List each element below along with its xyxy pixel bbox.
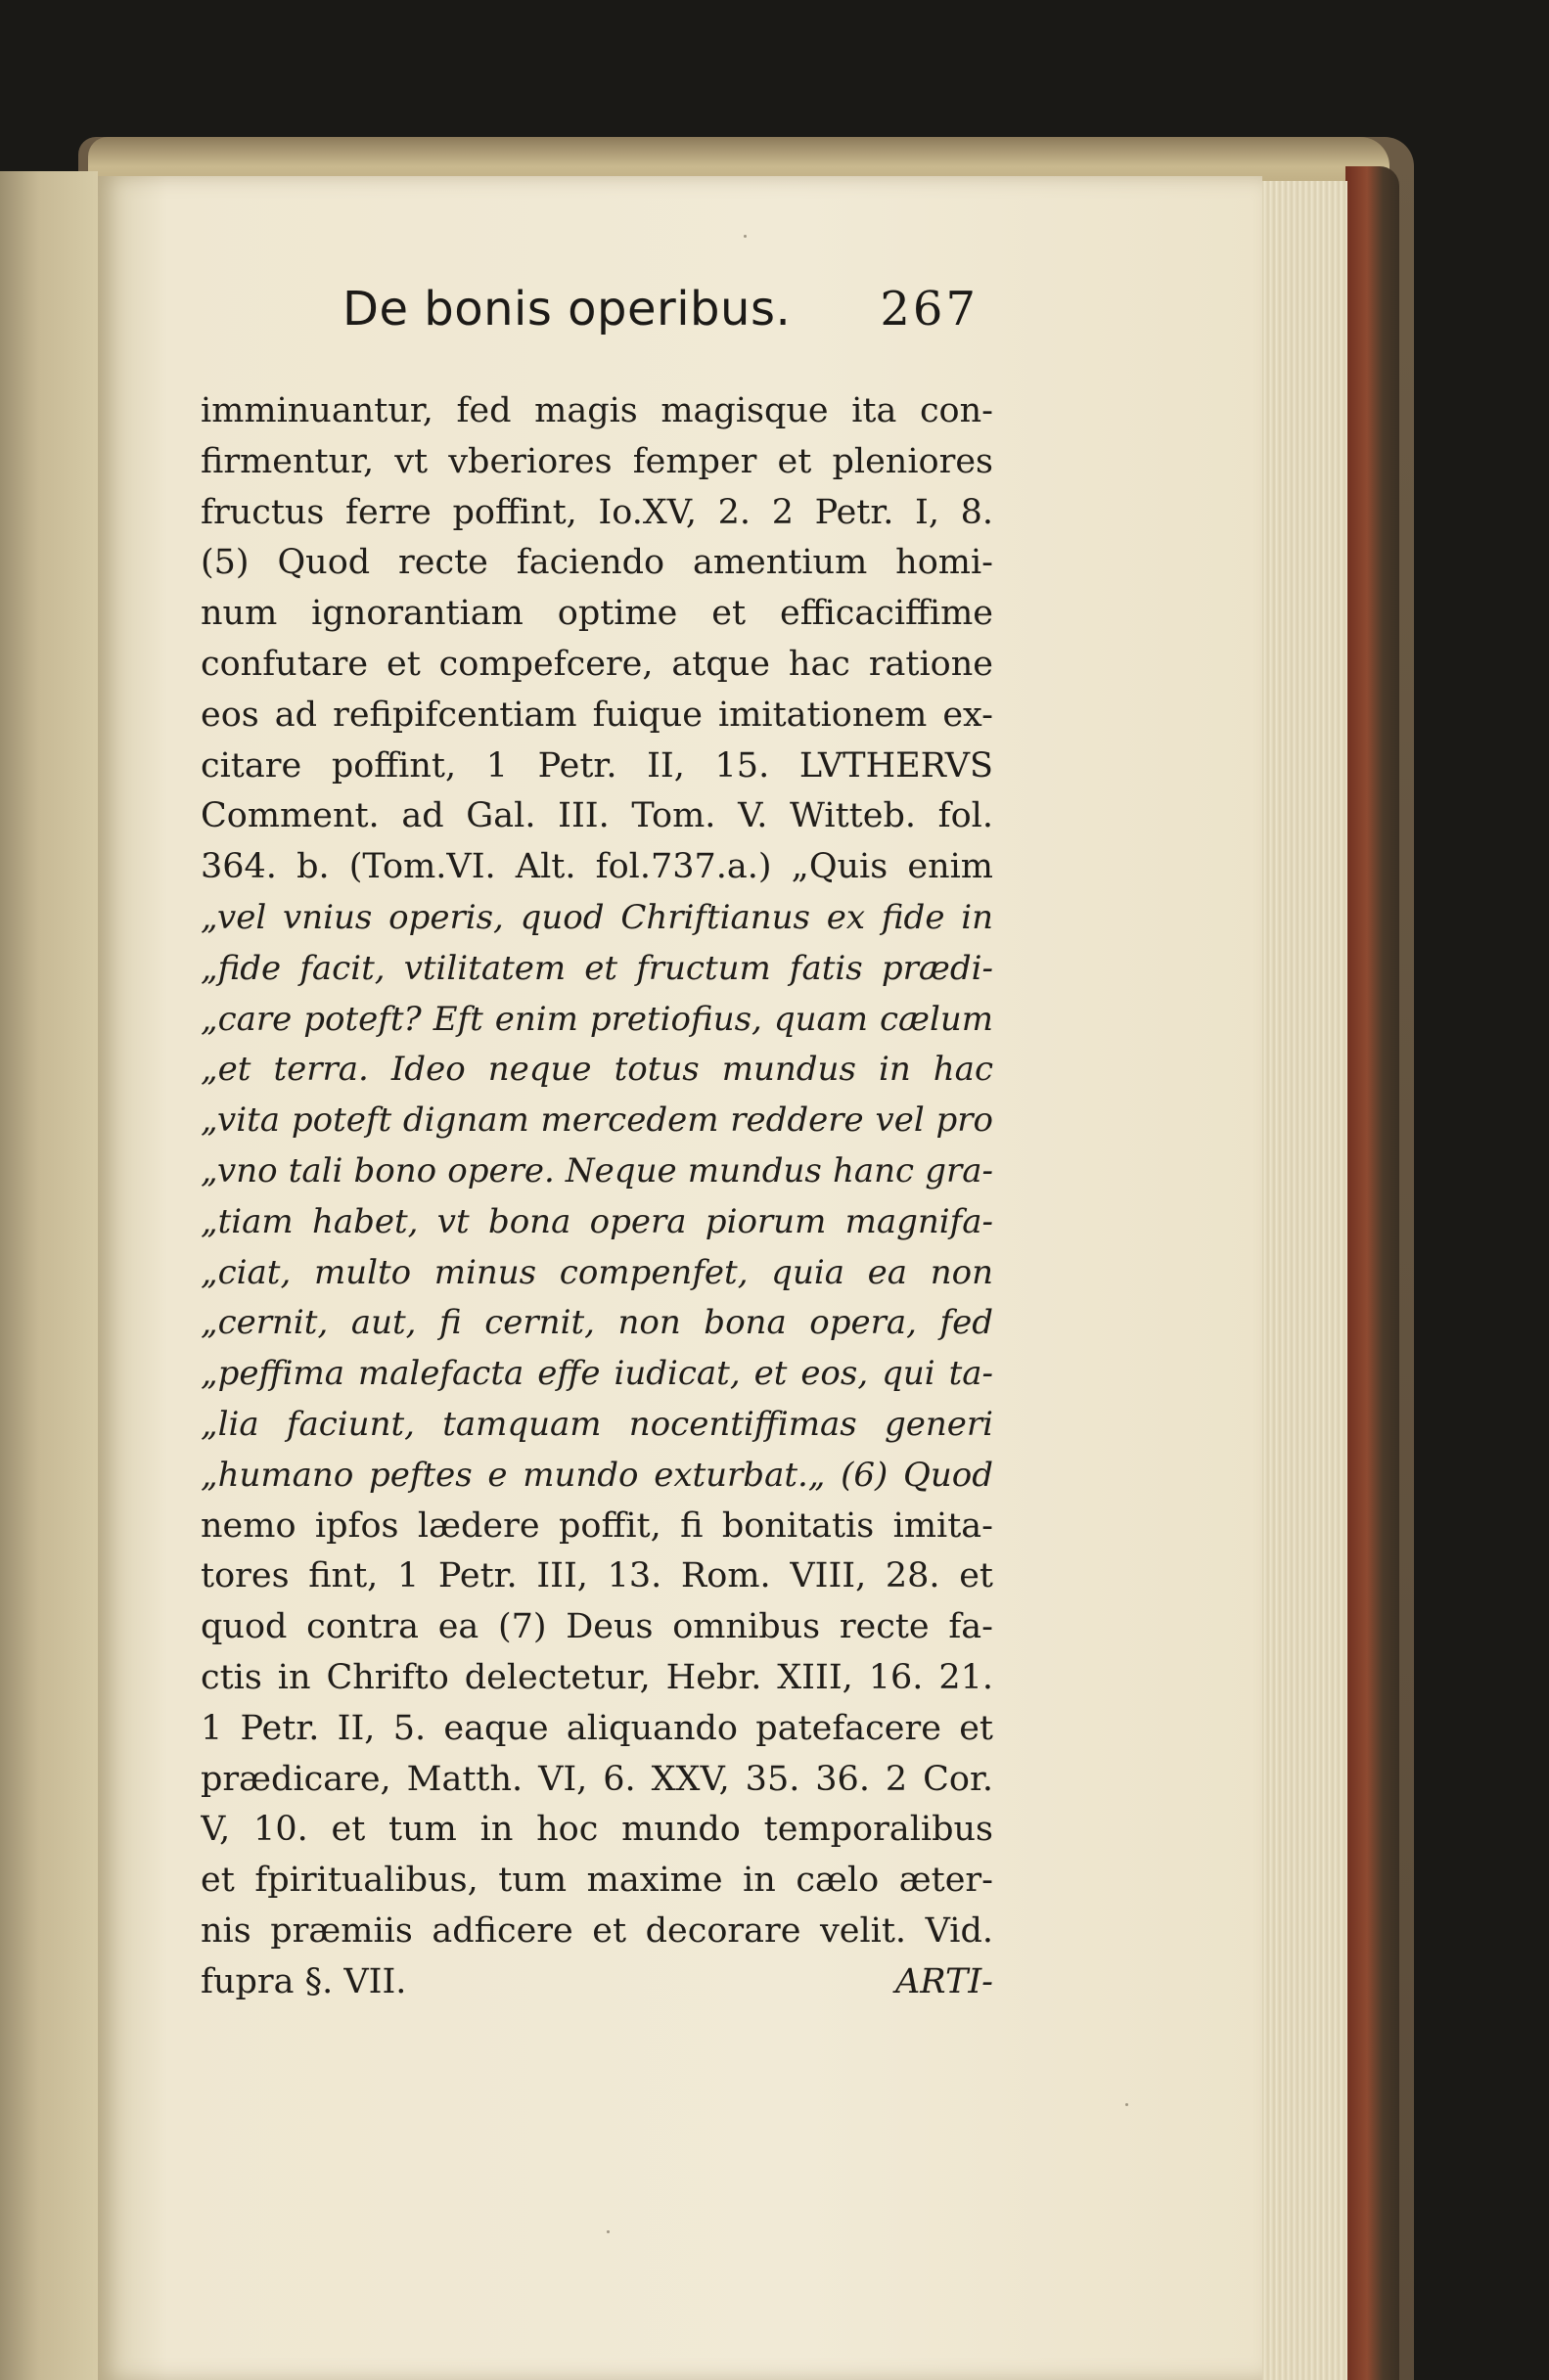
text-line: imminuantur, fed magis magisque ita con- bbox=[201, 391, 993, 430]
text-line: nemo ipfos lædere poffit, fi bonitatis imita- bbox=[201, 1505, 993, 1546]
quote-line: „ciat, multo minus compenfet, quia ea non bbox=[201, 1252, 993, 1292]
quote-line: „vno tali bono opere. Neque mundus hanc gra- bbox=[201, 1150, 993, 1190]
quote-line: „fide facit, vtilitatem et fructum fatis prædi- bbox=[201, 948, 993, 988]
paper-speck bbox=[1125, 2103, 1128, 2106]
text-line: 364. b. (Tom.VI. Alt. fol.737.a.) „Quis enim bbox=[201, 847, 993, 887]
text-line: fructus ferre poffint, Io.XV, 2. 2 Petr. I, 8. bbox=[201, 492, 993, 532]
text-line: nis præmiis adficere et decorare velit. Vid. bbox=[201, 1910, 993, 1951]
text-line: (5) Quod recte faciendo amentium homi- bbox=[201, 543, 993, 583]
quote-line: „cernit, aut, fi cernit, non bona opera, fed bbox=[201, 1303, 993, 1343]
quote-line: „et terra. Ideo neque totus mundus in hac bbox=[201, 1050, 993, 1090]
paper-speck bbox=[607, 2230, 610, 2233]
text-line: et fpiritualibus, tum maxime in cælo æter- bbox=[201, 1861, 993, 1901]
paper-speck bbox=[744, 235, 747, 238]
body-text bbox=[201, 386, 993, 2008]
quote-line: „tiam habet, vt bona opera piorum magnifa- bbox=[201, 1201, 993, 1241]
last-line-text: fupra §. VII. bbox=[201, 1961, 407, 2001]
text-line: 1 Petr. II, 5. eaque aliquando patefacere et bbox=[201, 1708, 993, 1748]
quote-line: „peffima malefacta effe iudicat, et eos, qui ta- bbox=[201, 1354, 993, 1394]
text-line: tores fint, 1 Petr. III, 13. Rom. VIII, 28. et bbox=[201, 1556, 993, 1596]
cover-edge bbox=[1345, 166, 1399, 2380]
quote-line: „vita poteft dignam mercedem reddere vel pro bbox=[201, 1100, 993, 1141]
text-line: quod contra ea (7) Deus omnibus recte fa- bbox=[201, 1607, 993, 1647]
text-line: citare poffint, 1 Petr. II, 15. LVTHERVS bbox=[201, 745, 993, 786]
quote-line: „vel vnius operis, quod Chriftianus ex fide in bbox=[201, 897, 993, 937]
running-head-title: De bonis operibus. bbox=[342, 282, 792, 337]
text-line: firmentur, vt vberiores femper et pleniores bbox=[201, 441, 993, 481]
quote-line: „lia faciunt, tamquam nocentiffimas generi bbox=[201, 1404, 993, 1444]
quote-line: „humano peftes e mundo exturbat.„ (6) Quod bbox=[201, 1455, 993, 1495]
running-head bbox=[342, 282, 979, 350]
text-line: eos ad refipifcentiam fuique imitationem ex- bbox=[201, 695, 993, 735]
last-line bbox=[201, 1957, 993, 2008]
page-number: 267 bbox=[880, 282, 979, 337]
text-line: Comment. ad Gal. III. Tom. V. Witteb. fol. bbox=[201, 796, 993, 836]
quote-line: „care poteft? Eft enim pretiofius, quam cælum bbox=[201, 999, 993, 1039]
left-page-edge bbox=[0, 171, 98, 2380]
text-line: V, 10. et tum in hoc mundo temporalibus bbox=[201, 1810, 993, 1850]
text-line: ctis in Chrifto delectetur, Hebr. XIII, 16. 21. bbox=[201, 1657, 993, 1697]
text-line: confutare et compefcere, atque hac ratione bbox=[201, 644, 993, 684]
text-line: prædicare, Matth. VI, 6. XXV, 35. 36. 2 Cor. bbox=[201, 1759, 993, 1799]
text-line: num ignorantiam optime et efficaciffime bbox=[201, 594, 993, 634]
catchword: ARTI- bbox=[894, 1961, 993, 2001]
page-stack bbox=[1257, 181, 1347, 2380]
